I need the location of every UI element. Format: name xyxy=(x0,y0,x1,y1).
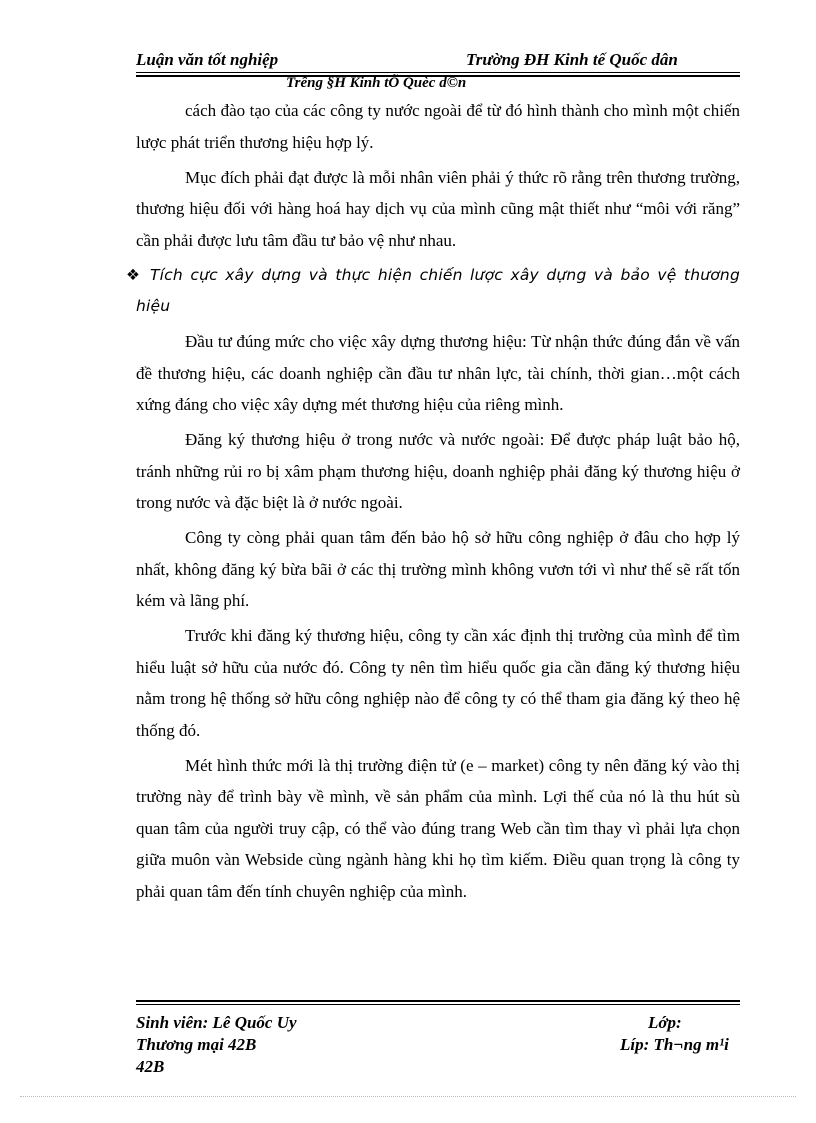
footer-class-code: 42B xyxy=(136,1057,165,1076)
paragraph-3: Đầu tư đúng mức cho việc xây dựng thương hiệu: Từ nhận thức đúng đắn về vấn đề thương hiệu, các doanh nghiệp cần đầu tư nhân lực, tài chính, thời gian…một cách xứng đáng cho việc xây dựng mét thương hiệu của riêng mình. xyxy=(136,332,740,414)
footer-rule-2 xyxy=(136,1004,740,1005)
footer-class-garbled: Líp: Th¬ng m¹i xyxy=(620,1035,729,1054)
footer-student: Sinh viên: Lê Quốc Uy xyxy=(136,1013,297,1032)
page-body xyxy=(126,95,740,911)
paragraph-6: Trước khi đăng ký thương hiệu, công ty cần xác định thị trường của mình để tìm hiểu luật sở hữu của nước đó. Công ty nên tìm hiểu quốc gia cần đăng ký thương hiệu nằm trong hệ thống sở hữu công nghiệp nào để công ty có thể tham gia đăng ký theo hệ thống đó. xyxy=(136,626,740,740)
section-heading-text: Tích cực xây dựng và thực hiện chiến lược xây dựng và bảo vệ thương hiệu xyxy=(136,265,740,315)
footer-class-label: Lớp: xyxy=(648,1013,682,1032)
section-heading xyxy=(126,260,740,323)
footer-class-value: Thương mại 42B xyxy=(136,1035,257,1054)
paragraph-7: Mét hình thức mới là thị trường điện tử (e – market) công ty nên đăng ký vào thị trường này để trình bày về mình, về sản phẩm của mình. Lợi thế của nó là thu hút sù quan tâm của người truy cập, có thể vào đúng trang Web cần tìm thay vì phải lựa chọn giữa muôn vàn Webside cùng ngành hàng khi họ tìm kiếm. Điều quan trọng là công ty phải quan tâm đến tính chuyên nghiệp của mình. xyxy=(136,755,740,901)
page-edge-divider xyxy=(20,1096,796,1097)
header-rule-1 xyxy=(136,72,740,73)
diamond-bullet-icon: ❖ xyxy=(126,265,141,284)
header-right: Trường ĐH Kinh tế Quốc dân xyxy=(466,50,678,69)
paragraph-4: Đăng ký thương hiệu ở trong nước và nước ngoài: Để được pháp luật bảo hộ, tránh những rủi ro bị xâm phạm thương hiệu, doanh nghiệp phải đăng ký thương hiệu ở trong nước và đặc biệt là ở nước ngoài. xyxy=(136,430,740,512)
header-left: Luận văn tốt nghiệp xyxy=(136,50,279,69)
footer-rule-1 xyxy=(136,1000,740,1002)
paragraph-1: cách đào tạo của các công ty nước ngoài để từ đó hình thành cho mình một chiến lược phát triển thương hiệu hợp lý. xyxy=(136,101,740,152)
header-sub: Trêng §H Kinh tÕ Quèc d©n xyxy=(286,75,467,91)
paragraph-5: Công ty còng phải quan tâm đến bảo hộ sở hữu công nghiệp ở đâu cho hợp lý nhất, không đăng ký bừa bãi ở các thị trường mình không vươn tới vì như thế sẽ rất tốn kém và lãng phí. xyxy=(136,528,740,610)
paragraph-2: Mục đích phải đạt được là mỗi nhân viên phải ý thức rõ rằng trên thương trường, thương hiệu đối với hàng hoá hay dịch vụ của mình cũng mật thiết như “môi với răng” cần phải được lưu tâm đầu tư bảo vệ như nhau. xyxy=(136,167,740,250)
